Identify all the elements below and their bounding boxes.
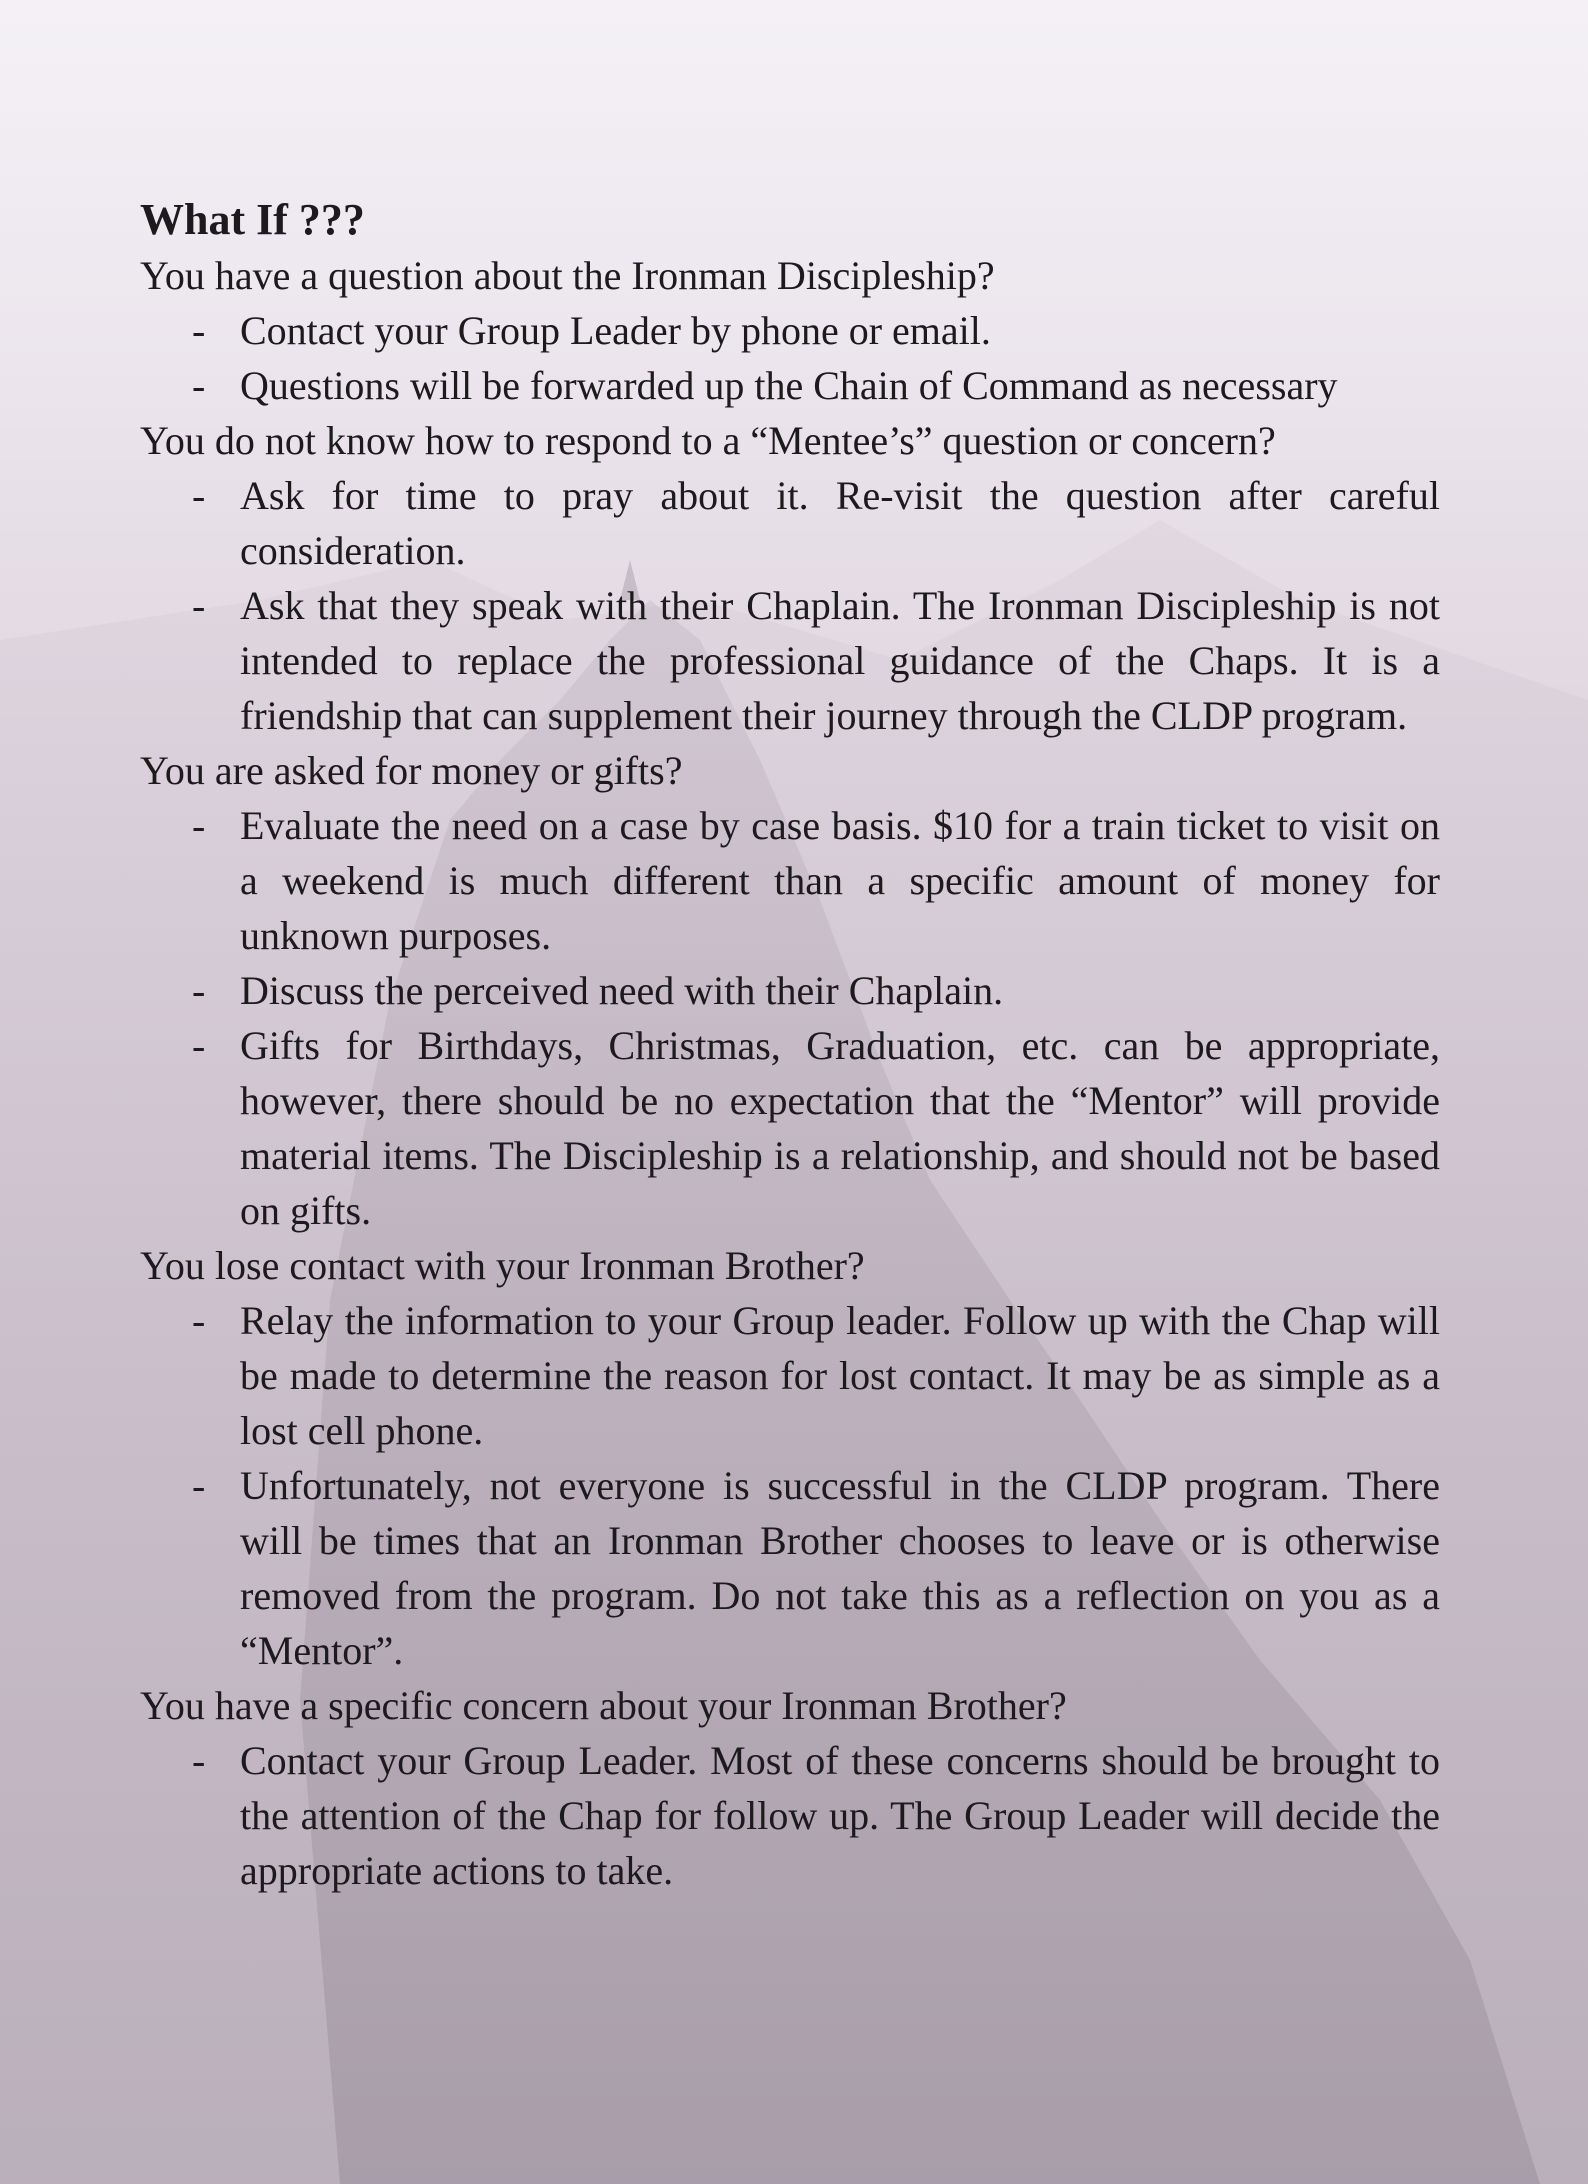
faq-answer-item — [140, 303, 1440, 358]
faq-question: You are asked for money or gifts? — [140, 748, 683, 793]
faq-question: You do not know how to respond to a “Mentee’s” question or concern? — [140, 418, 1276, 463]
faq-section — [140, 413, 1440, 743]
faq-section — [140, 1238, 1440, 1678]
bullet-dash-icon: - — [192, 803, 206, 848]
bullet-dash-icon: - — [192, 363, 206, 408]
faq-answer-text: Unfortunately, not everyone is successful in the CLDP program. There will be times that an Ironman Brother chooses to leave or is otherwise removed from the program. Do not take this as a reflection on you as a “Mentor”. — [240, 1463, 1440, 1673]
faq-answer-item — [140, 1293, 1440, 1458]
page-title: What If ??? — [140, 195, 365, 244]
bullet-dash-icon: - — [192, 583, 206, 628]
bullet-dash-icon: - — [192, 1738, 206, 1783]
faq-answer-text: Discuss the perceived need with their Chaplain. — [240, 968, 1004, 1013]
faq-answer-list — [140, 468, 1440, 743]
faq-answer-list — [140, 798, 1440, 1238]
faq-answer-list — [140, 1733, 1440, 1898]
faq-answer-item — [140, 963, 1440, 1018]
faq-answer-item — [140, 468, 1440, 578]
faq-section — [140, 743, 1440, 1238]
faq-answer-text: Ask for time to pray about it. Re-visit the question after careful consideration. — [240, 473, 1440, 573]
bullet-dash-icon: - — [192, 968, 206, 1013]
document-page — [140, 192, 1440, 1898]
faq-answer-item — [140, 1733, 1440, 1898]
faq-answer-list — [140, 303, 1440, 413]
bullet-dash-icon: - — [192, 473, 206, 518]
bullet-dash-icon: - — [192, 1463, 206, 1508]
faq-question: You have a specific concern about your Ironman Brother? — [140, 1683, 1067, 1728]
faq-question: You lose contact with your Ironman Brother? — [140, 1243, 865, 1288]
faq-answer-item — [140, 578, 1440, 743]
faq-sections — [140, 248, 1440, 1898]
faq-answer-text: Questions will be forwarded up the Chain of Command as necessary — [240, 363, 1338, 408]
faq-answer-text: Evaluate the need on a case by case basis. $10 for a train ticket to visit on a weekend is much different than a specific amount of money for unknown purposes. — [240, 803, 1440, 958]
faq-answer-item — [140, 1458, 1440, 1678]
bullet-dash-icon: - — [192, 1298, 206, 1343]
faq-answer-text: Ask that they speak with their Chaplain. The Ironman Discipleship is not intended to replace the professional guidance of the Chaps. It is a friendship that can supplement their journey through the CLDP program. — [240, 583, 1440, 738]
faq-answer-text: Contact your Group Leader by phone or email. — [240, 308, 991, 353]
faq-answer-text: Relay the information to your Group leader. Follow up with the Chap will be made to determine the reason for lost contact. It may be as simple as a lost cell phone. — [240, 1298, 1440, 1453]
faq-section — [140, 1678, 1440, 1898]
faq-answer-list — [140, 1293, 1440, 1678]
faq-answer-item — [140, 1018, 1440, 1238]
faq-answer-item — [140, 798, 1440, 963]
bullet-dash-icon: - — [192, 308, 206, 353]
faq-answer-item — [140, 358, 1440, 413]
faq-question: You have a question about the Ironman Discipleship? — [140, 253, 995, 298]
faq-section — [140, 248, 1440, 413]
faq-answer-text: Contact your Group Leader. Most of these concerns should be brought to the attention of the Chap for follow up. The Group Leader will decide the appropriate actions to take. — [240, 1738, 1440, 1893]
faq-answer-text: Gifts for Birthdays, Christmas, Graduation, etc. can be appropriate, however, there should be no expectation that the “Mentor” will provide material items. The Discipleship is a relationship, and should not be based on gifts. — [240, 1023, 1440, 1233]
bullet-dash-icon: - — [192, 1023, 206, 1068]
